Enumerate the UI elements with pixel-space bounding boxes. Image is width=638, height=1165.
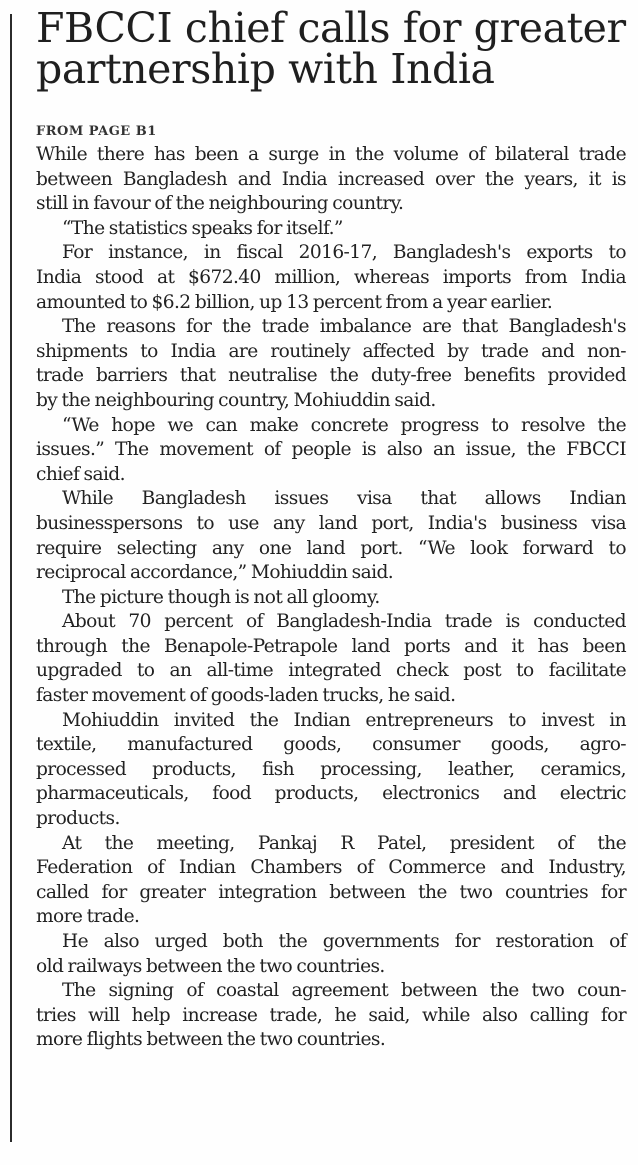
- article-line: more trade.: [36, 906, 140, 928]
- article-line: India stood at $672.40 million, whereas imports from India: [36, 266, 626, 288]
- article-line: businesspersons to use any land port, India's business visa: [36, 512, 626, 534]
- article-line: pharmaceuticals, food products, electronics and electric: [36, 783, 626, 805]
- article-line: At the meeting, Pankaj R Patel, president of the: [62, 832, 626, 854]
- article-line: called for greater integration between the two countries for: [36, 881, 626, 903]
- article-line: more flights between the two countries.: [36, 1029, 386, 1051]
- article-line: Federation of Indian Chambers of Commerce and Industry,: [36, 857, 626, 879]
- article-line: by the neighbouring country, Mohiuddin said.: [36, 389, 436, 411]
- article-line: For instance, in fiscal 2016-17, Bangladesh's exports to: [62, 242, 626, 264]
- article-line: chief said.: [36, 463, 125, 485]
- article-body: [36, 143, 626, 1053]
- article-line: products.: [36, 808, 120, 830]
- article-line: still in favour of the neighbouring country.: [36, 193, 404, 215]
- article-line: trade barriers that neutralise the duty-free benefits provided: [36, 365, 626, 387]
- article-line: reciprocal accordance,” Mohiuddin said.: [36, 562, 394, 584]
- article-line: between Bangladesh and India increased over the years, it is: [36, 168, 626, 190]
- article-line: issues.” The movement of people is also an issue, the FBCCI: [36, 439, 626, 461]
- headline-line: partnership with India: [36, 45, 495, 93]
- headline-line: FBCCI chief calls for greater: [36, 4, 626, 52]
- article-line: require selecting any one land port. “We look forward to: [36, 537, 626, 559]
- article-line: textile, manufactured goods, consumer goods, agro-: [36, 734, 626, 756]
- article-line: He also urged both the governments for restoration of: [62, 931, 626, 952]
- article-line: About 70 percent of Bangladesh-India trade is conducted: [62, 611, 626, 633]
- article-line: old railways between the two countries.: [36, 955, 385, 977]
- article-line: shipments to India are routinely affected by trade and non-: [36, 340, 626, 362]
- article-line: While Bangladesh issues visa that allows Indian: [62, 488, 626, 510]
- article-line: through the Benapole-Petrapole land ports and it has been: [36, 635, 626, 657]
- article-line: faster movement of goods-laden trucks, he said.: [36, 685, 456, 707]
- article-line: The signing of coastal agreement between the two coun-: [62, 980, 626, 1002]
- article-line: “We hope we can make concrete progress to resolve the: [62, 414, 626, 436]
- headline: [36, 4, 626, 93]
- article-line: tries will help increase trade, he said, while also calling for: [36, 1004, 626, 1026]
- article-line: amounted to $6.2 billion, up 13 percent from a year earlier.: [36, 291, 553, 313]
- article-line: The picture though is not all gloomy.: [62, 586, 380, 608]
- article-line: processed products, fish processing, leather, ceramics,: [36, 758, 626, 780]
- article-line: “The statistics speaks for itself.”: [62, 217, 343, 239]
- article-line: upgraded to an all-time integrated check post to facilitate: [36, 660, 626, 682]
- article-line: Mohiuddin invited the Indian entrepreneurs to invest in: [62, 709, 626, 731]
- column-rule: [10, 14, 12, 1142]
- continuation-label: FROM PAGE B1: [36, 124, 157, 139]
- article-line: The reasons for the trade imbalance are that Bangladesh's: [62, 316, 626, 338]
- article-line: While there has been a surge in the volume of bilateral trade: [36, 144, 626, 165]
